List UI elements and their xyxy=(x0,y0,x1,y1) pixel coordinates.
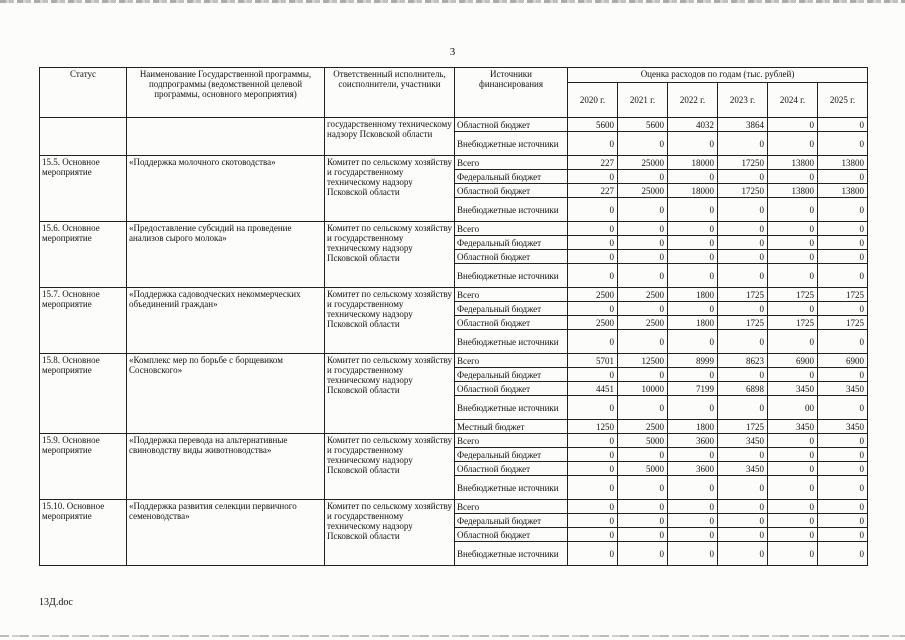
cell-source: Федеральный бюджет xyxy=(455,236,568,250)
table-row xyxy=(40,288,868,302)
cell-value: 0 xyxy=(668,500,718,514)
cell-value: 0 xyxy=(618,264,668,288)
cell-status: 15.8. Основное мероприятие xyxy=(40,354,127,434)
table-header xyxy=(40,68,868,118)
cell-value: 0 xyxy=(818,236,868,250)
cell-value: 0 xyxy=(818,118,868,132)
cell-value: 0 xyxy=(718,302,768,316)
header-year: 2020 г. xyxy=(568,83,618,118)
cell-value: 18000 xyxy=(668,184,718,198)
cell-source: Внебюджетные источники xyxy=(455,542,568,566)
cell-value: 0 xyxy=(668,132,718,156)
header-year: 2025 г. xyxy=(818,83,868,118)
cell-value: 0 xyxy=(568,448,618,462)
cell-source: Областной бюджет xyxy=(455,118,568,132)
cell-value: 0 xyxy=(768,368,818,382)
cell-value: 0 xyxy=(618,448,668,462)
cell-value: 1725 xyxy=(818,288,868,302)
cell-value: 1725 xyxy=(718,288,768,302)
cell-source: Внебюджетные источники xyxy=(455,264,568,288)
cell-value: 0 xyxy=(668,528,718,542)
cell-value: 0 xyxy=(818,198,868,222)
cell-value: 6898 xyxy=(718,382,768,396)
cell-value: 0 xyxy=(818,222,868,236)
cell-value: 3600 xyxy=(668,434,718,448)
cell-name: «Поддержка садоводческих некоммерческих объединений граждан» xyxy=(127,288,325,354)
cell-source: Внебюджетные источники xyxy=(455,396,568,420)
cell-value: 0 xyxy=(718,198,768,222)
cell-value: 0 xyxy=(768,302,818,316)
table-row xyxy=(40,434,868,448)
cell-value: 0 xyxy=(718,264,768,288)
cell-executor: Комитет по сельскому хозяйству и государственному техническому надзору Псковской области xyxy=(325,434,455,500)
cell-source: Всего xyxy=(455,500,568,514)
cell-value: 0 xyxy=(818,542,868,566)
cell-value: 0 xyxy=(668,236,718,250)
cell-value: 12500 xyxy=(618,354,668,368)
cell-value: 1725 xyxy=(718,316,768,330)
cell-value: 0 xyxy=(718,500,768,514)
cell-source: Федеральный бюджет xyxy=(455,448,568,462)
cell-value: 1725 xyxy=(718,420,768,434)
cell-value: 5000 xyxy=(618,434,668,448)
cell-value: 0 xyxy=(668,264,718,288)
cell-value: 0 xyxy=(618,222,668,236)
cell-source: Федеральный бюджет xyxy=(455,302,568,316)
cell-value: 4451 xyxy=(568,382,618,396)
cell-value: 0 xyxy=(568,132,618,156)
cell-source: Областной бюджет xyxy=(455,528,568,542)
table-row xyxy=(40,222,868,236)
cell-value: 0 xyxy=(718,222,768,236)
cell-value: 2500 xyxy=(568,288,618,302)
cell-value: 0 xyxy=(768,476,818,500)
cell-executor: Комитет по сельскому хозяйству и государственному техническому надзору Псковской области xyxy=(325,288,455,354)
header-year: 2022 г. xyxy=(668,83,718,118)
cell-value: 2500 xyxy=(618,316,668,330)
cell-value: 0 xyxy=(568,500,618,514)
header-name: Наименование Государственной программы, подпрограммы (ведомственной целевой программы, основного мероприятия) xyxy=(127,68,325,118)
cell-value: 0 xyxy=(568,542,618,566)
table-row xyxy=(40,500,868,514)
cell-source: Федеральный бюджет xyxy=(455,170,568,184)
scan-edge-top xyxy=(0,0,905,3)
cell-value: 0 xyxy=(718,368,768,382)
cell-value: 3450 xyxy=(818,382,868,396)
cell-value: 1725 xyxy=(768,288,818,302)
cell-value: 0 xyxy=(818,514,868,528)
cell-value: 3450 xyxy=(768,420,818,434)
scan-edge-bottom xyxy=(0,635,905,637)
cell-value: 0 xyxy=(768,250,818,264)
cell-value: 8623 xyxy=(718,354,768,368)
header-year: 2021 г. xyxy=(618,83,668,118)
cell-status xyxy=(40,118,127,156)
cell-value: 0 xyxy=(768,132,818,156)
cell-value: 0 xyxy=(618,236,668,250)
cell-value: 0 xyxy=(618,302,668,316)
cell-value: 0 xyxy=(668,542,718,566)
cell-value: 5000 xyxy=(618,462,668,476)
cell-executor: государственному техническому надзору Псковской области xyxy=(325,118,455,156)
cell-value: 0 xyxy=(768,514,818,528)
cell-value: 1800 xyxy=(668,288,718,302)
cell-value: 0 xyxy=(768,236,818,250)
cell-value: 13800 xyxy=(818,156,868,170)
cell-value: 17250 xyxy=(718,184,768,198)
cell-source: Областной бюджет xyxy=(455,316,568,330)
cell-value: 5701 xyxy=(568,354,618,368)
cell-value: 25000 xyxy=(618,156,668,170)
cell-executor: Комитет по сельскому хозяйству и государственному техническому надзору Псковской области xyxy=(325,354,455,434)
cell-value: 0 xyxy=(718,396,768,420)
cell-source: Внебюджетные источники xyxy=(455,198,568,222)
cell-value: 3600 xyxy=(668,462,718,476)
cell-source: Всего xyxy=(455,222,568,236)
cell-value: 2500 xyxy=(568,316,618,330)
cell-value: 0 xyxy=(818,528,868,542)
header-status: Статус xyxy=(40,68,127,118)
cell-source: Всего xyxy=(455,288,568,302)
cell-value: 0 xyxy=(768,118,818,132)
cell-value: 3450 xyxy=(718,462,768,476)
cell-value: 0 xyxy=(568,236,618,250)
cell-value: 0 xyxy=(818,462,868,476)
cell-source: Всего xyxy=(455,354,568,368)
footer-filename: 13Д.doc xyxy=(39,597,73,608)
header-year: 2023 г. xyxy=(718,83,768,118)
cell-status: 15.6. Основное мероприятие xyxy=(40,222,127,288)
cell-value: 3450 xyxy=(718,434,768,448)
cell-value: 0 xyxy=(618,528,668,542)
cell-value: 0 xyxy=(618,132,668,156)
cell-value: 0 xyxy=(718,250,768,264)
cell-source: Местный бюджет xyxy=(455,420,568,434)
cell-value: 0 xyxy=(568,434,618,448)
cell-name: «Поддержка молочного скотоводства» xyxy=(127,156,325,222)
cell-value: 0 xyxy=(768,448,818,462)
cell-status: 15.9. Основное мероприятие xyxy=(40,434,127,500)
cell-source: Федеральный бюджет xyxy=(455,368,568,382)
cell-value: 0 xyxy=(568,396,618,420)
cell-value: 0 xyxy=(568,476,618,500)
cell-value: 0 xyxy=(668,476,718,500)
cell-value: 1725 xyxy=(818,316,868,330)
cell-status: 15.5. Основное мероприятие xyxy=(40,156,127,222)
cell-source: Областной бюджет xyxy=(455,462,568,476)
cell-value: 0 xyxy=(618,368,668,382)
cell-value: 0 xyxy=(568,264,618,288)
cell-value: 1800 xyxy=(668,420,718,434)
expense-table xyxy=(39,67,868,566)
cell-executor: Комитет по сельскому хозяйству и государственному техническому надзору Псковской области xyxy=(325,500,455,566)
cell-value: 2500 xyxy=(618,288,668,302)
cell-value: 0 xyxy=(818,434,868,448)
cell-value: 5600 xyxy=(618,118,668,132)
cell-value: 00 xyxy=(768,396,818,420)
cell-value: 0 xyxy=(618,396,668,420)
cell-value: 0 xyxy=(818,448,868,462)
cell-value: 0 xyxy=(568,250,618,264)
cell-value: 7199 xyxy=(668,382,718,396)
header-executor: Ответственный исполнитель, соисполнители, участники xyxy=(325,68,455,118)
cell-value: 17250 xyxy=(718,156,768,170)
cell-value: 13800 xyxy=(768,184,818,198)
cell-value: 1725 xyxy=(768,316,818,330)
cell-value: 13800 xyxy=(768,156,818,170)
cell-value: 0 xyxy=(768,500,818,514)
cell-value: 0 xyxy=(568,302,618,316)
cell-value: 6900 xyxy=(818,354,868,368)
cell-value: 0 xyxy=(768,528,818,542)
cell-value: 0 xyxy=(618,170,668,184)
cell-name: «Поддержка развития селекции первичного семеноводства» xyxy=(127,500,325,566)
cell-value: 0 xyxy=(718,542,768,566)
cell-value: 0 xyxy=(568,368,618,382)
cell-value: 3864 xyxy=(718,118,768,132)
cell-value: 0 xyxy=(668,222,718,236)
cell-value: 0 xyxy=(618,500,668,514)
cell-value: 0 xyxy=(668,396,718,420)
cell-source: Федеральный бюджет xyxy=(455,514,568,528)
table-row xyxy=(40,354,868,368)
cell-value: 0 xyxy=(818,476,868,500)
cell-source: Внебюджетные источники xyxy=(455,476,568,500)
cell-value: 0 xyxy=(668,302,718,316)
cell-value: 25000 xyxy=(618,184,668,198)
cell-value: 0 xyxy=(768,330,818,354)
cell-name: «Поддержка перевода на альтернативные свиноводству виды животноводства» xyxy=(127,434,325,500)
cell-name xyxy=(127,118,325,156)
cell-value: 0 xyxy=(768,170,818,184)
cell-source: Всего xyxy=(455,434,568,448)
cell-value: 10000 xyxy=(618,382,668,396)
cell-value: 8999 xyxy=(668,354,718,368)
cell-value: 6900 xyxy=(768,354,818,368)
cell-value: 0 xyxy=(568,198,618,222)
cell-value: 0 xyxy=(768,434,818,448)
header-year: 2024 г. xyxy=(768,83,818,118)
cell-source: Внебюджетные источники xyxy=(455,132,568,156)
cell-value: 0 xyxy=(818,250,868,264)
cell-value: 0 xyxy=(568,462,618,476)
cell-value: 13800 xyxy=(818,184,868,198)
cell-value: 0 xyxy=(818,368,868,382)
cell-source: Областной бюджет xyxy=(455,250,568,264)
cell-value: 0 xyxy=(718,476,768,500)
cell-value: 0 xyxy=(618,250,668,264)
cell-value: 0 xyxy=(718,528,768,542)
cell-value: 0 xyxy=(568,514,618,528)
cell-value: 1250 xyxy=(568,420,618,434)
cell-value: 0 xyxy=(568,170,618,184)
cell-value: 0 xyxy=(718,330,768,354)
cell-value: 0 xyxy=(618,330,668,354)
cell-value: 0 xyxy=(618,542,668,566)
cell-value: 227 xyxy=(568,156,618,170)
cell-value: 0 xyxy=(718,236,768,250)
cell-value: 4032 xyxy=(668,118,718,132)
cell-value: 0 xyxy=(618,476,668,500)
cell-source: Внебюджетные источники xyxy=(455,330,568,354)
cell-value: 1800 xyxy=(668,316,718,330)
cell-name: «Комплекс мер по борьбе с борщевиком Сосновского» xyxy=(127,354,325,434)
cell-value: 0 xyxy=(818,132,868,156)
cell-value: 0 xyxy=(668,514,718,528)
cell-value: 0 xyxy=(668,448,718,462)
cell-value: 0 xyxy=(818,264,868,288)
cell-status: 15.10. Основное мероприятие xyxy=(40,500,127,566)
cell-value: 0 xyxy=(668,250,718,264)
cell-value: 227 xyxy=(568,184,618,198)
header-sources: Источники финансирования xyxy=(455,68,568,118)
cell-value: 0 xyxy=(718,170,768,184)
cell-value: 3450 xyxy=(818,420,868,434)
cell-value: 0 xyxy=(568,330,618,354)
cell-source: Всего xyxy=(455,156,568,170)
cell-value: 0 xyxy=(818,170,868,184)
table-body xyxy=(40,118,868,566)
cell-status: 15.7. Основное мероприятие xyxy=(40,288,127,354)
cell-value: 0 xyxy=(818,302,868,316)
cell-value: 0 xyxy=(568,222,618,236)
cell-value: 0 xyxy=(718,132,768,156)
cell-value: 0 xyxy=(768,462,818,476)
cell-value: 0 xyxy=(668,198,718,222)
header-estimate: Оценка расходов по годам (тыс. рублей) xyxy=(568,68,868,83)
cell-source: Областной бюджет xyxy=(455,382,568,396)
cell-value: 0 xyxy=(718,448,768,462)
cell-value: 0 xyxy=(818,330,868,354)
cell-value: 0 xyxy=(818,500,868,514)
cell-source: Областной бюджет xyxy=(455,184,568,198)
cell-value: 0 xyxy=(568,528,618,542)
cell-executor: Комитет по сельскому хозяйству и государственному техническому надзору Псковской области xyxy=(325,156,455,222)
cell-value: 0 xyxy=(618,198,668,222)
cell-value: 3450 xyxy=(768,382,818,396)
cell-value: 0 xyxy=(818,396,868,420)
cell-value: 0 xyxy=(768,542,818,566)
cell-value: 5600 xyxy=(568,118,618,132)
cell-value: 2500 xyxy=(618,420,668,434)
cell-value: 0 xyxy=(768,198,818,222)
cell-executor: Комитет по сельскому хозяйству и государственному техническому надзору Псковской области xyxy=(325,222,455,288)
cell-value: 0 xyxy=(618,514,668,528)
cell-value: 0 xyxy=(768,264,818,288)
table-row xyxy=(40,156,868,170)
cell-value: 0 xyxy=(668,170,718,184)
cell-name: «Предоставление субсидий на проведение анализов сырого молока» xyxy=(127,222,325,288)
cell-value: 0 xyxy=(718,514,768,528)
cell-value: 0 xyxy=(668,368,718,382)
page-number: 3 xyxy=(449,46,456,58)
cell-value: 18000 xyxy=(668,156,718,170)
cell-value: 0 xyxy=(668,330,718,354)
cell-value: 0 xyxy=(768,222,818,236)
table-row xyxy=(40,118,868,132)
